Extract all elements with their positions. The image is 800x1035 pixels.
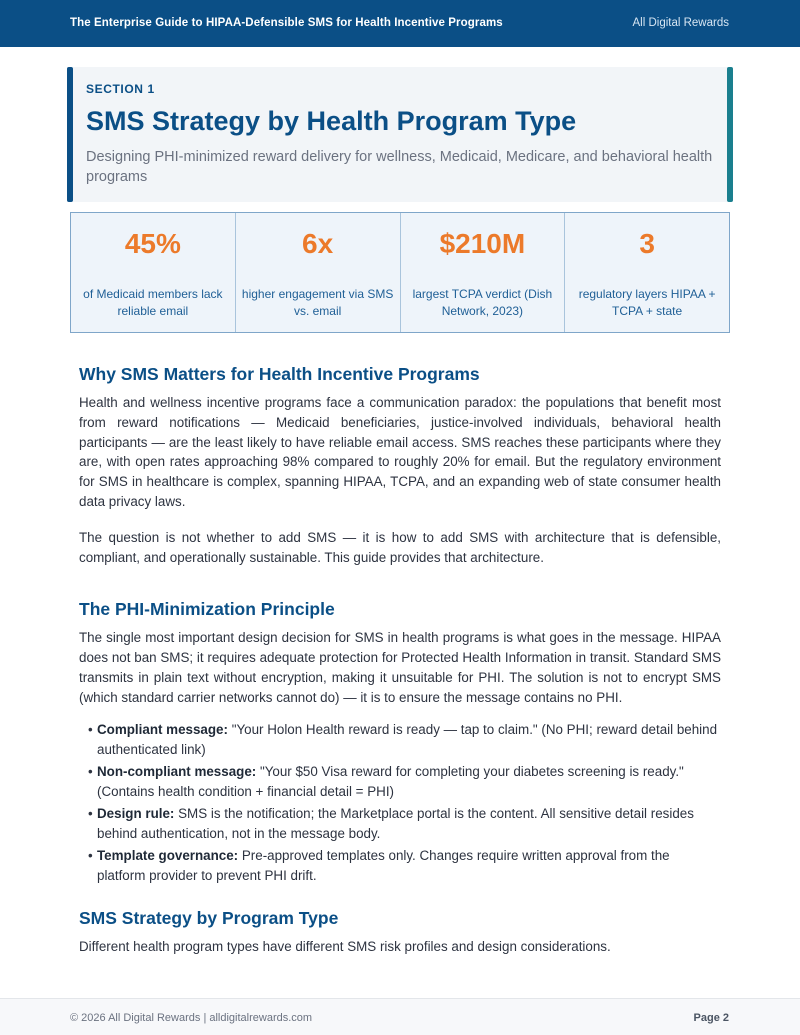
bullet-glyph: • [88, 805, 93, 821]
list-term: Compliant message: [97, 721, 228, 737]
main-content [79, 364, 721, 956]
paragraph-phi-1: The single most important design decision for SMS in health programs is what goes in the message. HIPAA does not ban SMS; it requires adequate protection for Protected Health Information in transit. Standard SMS transmits in plain text without encryption, making it unsuitable for PHI. The solution is not to encrypt SMS (which standard carrier networks cannot do) — it is to ensure the message contains no PHI. [79, 630, 721, 705]
list-item [79, 720, 721, 760]
stat-value: 3 [639, 228, 655, 259]
heading-strategy-by-type: SMS Strategy by Program Type [79, 907, 339, 928]
list-term: Design rule: [97, 805, 175, 821]
list-term: Non-compliant message: [97, 763, 257, 779]
list-text: Pre-approved templates only. Changes require written approval from the platform provider to prevent PHI drift. [97, 847, 670, 883]
accent-bar-left [67, 67, 73, 202]
phi-bullet-list [79, 720, 721, 886]
bullet-glyph: • [88, 763, 93, 779]
list-text: "Your Holon Health reward is ready — tap to claim." (No PHI; reward detail behind authenticated link) [97, 721, 718, 757]
stat-value: 45% [124, 228, 181, 259]
stat-value: 6x [302, 228, 334, 259]
heading-phi-minimization: The PHI-Minimization Principle [79, 599, 335, 620]
stat-label: higher engagement via SMS vs. email [241, 287, 394, 318]
stat-label: of Medicaid members lack reliable email [83, 287, 223, 318]
bullet-glyph: • [88, 847, 93, 863]
stat-sms-engagement [236, 213, 401, 332]
list-item [79, 804, 721, 844]
list-text: SMS is the notification; the Marketplace portal is the content. All sensitive detail resides behind authentication, not in the message body. [97, 805, 694, 841]
list-text: "Your $50 Visa reward for completing your diabetes screening is ready." (Contains health condition + financial detail = PHI) [97, 763, 684, 799]
paragraph-why-2: The question is not whether to add SMS — it is how to add SMS with architecture that is defensible, compliant, and operationally sustainable. This guide provides that architecture. [79, 529, 721, 565]
footer-copyright: © 2026 All Digital Rewards | alldigitalrewards.com [70, 1012, 313, 1024]
stat-tcpa-verdict [401, 213, 566, 332]
stat-label: largest TCPA verdict (Dish Network, 2023) [412, 287, 553, 318]
section-title: SMS Strategy by Health Program Type [86, 106, 577, 136]
section-header-card [67, 67, 733, 202]
stat-medicaid-email [71, 213, 236, 332]
list-item [79, 846, 721, 886]
accent-bar-right [727, 67, 733, 202]
list-term: Template governance: [97, 847, 239, 863]
section-subtitle: Designing PHI-minimized reward delivery for wellness, Medicaid, Medicare, and behavioral health programs [86, 149, 713, 185]
page-footer [0, 998, 800, 1035]
paragraph-strategy-1: Different health program types have different SMS risk profiles and design considerations. [79, 938, 611, 954]
brand-name: All Digital Rewards [632, 17, 729, 29]
stat-regulatory-layers [565, 213, 729, 332]
top-banner [0, 0, 800, 47]
paragraph-why-1: Health and wellness incentive programs face a communication paradox: the populations that benefit most from reward notifications — Medicaid beneficiaries, justice-involved individuals, behavioral health participants — are the least likely to have reliable email access. SMS reaches these participants where they are, with open rates approaching 98% compared to roughly 20% for email. But the regulatory environment for SMS in healthcare is complex, spanning HIPAA, TCPA, and an expanding web of state consumer health data privacy laws. [79, 395, 721, 509]
heading-why-sms: Why SMS Matters for Health Incentive Programs [79, 364, 480, 384]
section-label: SECTION 1 [86, 82, 155, 96]
stat-label: regulatory layers HIPAA + TCPA + state [578, 287, 716, 318]
stat-value: $210M [439, 228, 526, 259]
document-title: The Enterprise Guide to HIPAA-Defensible SMS for Health Incentive Programs [70, 17, 503, 29]
stats-panel [70, 212, 730, 333]
list-item [79, 762, 721, 802]
page-number: Page 2 [693, 1012, 729, 1024]
bullet-glyph: • [88, 721, 93, 737]
